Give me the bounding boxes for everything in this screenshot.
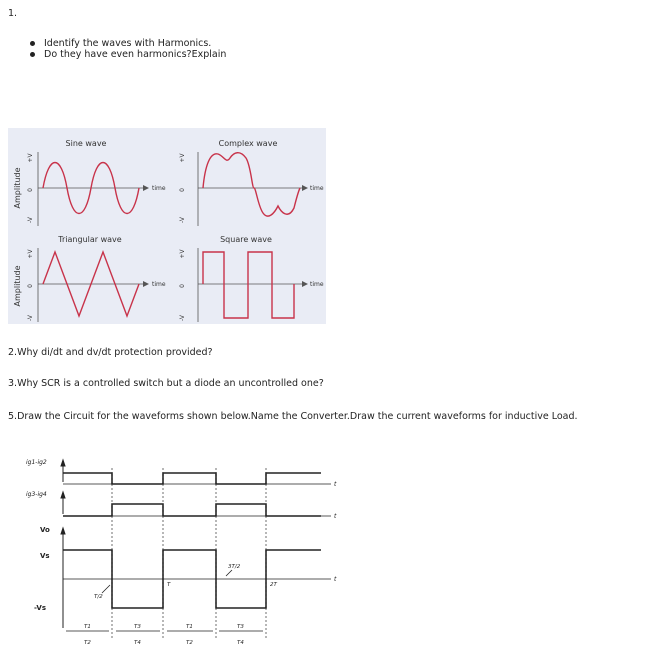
time-label: time [152, 185, 166, 192]
interval-label-top: T1 [186, 624, 193, 630]
interval-label-bottom: T2 [84, 640, 91, 646]
zero-label: 0 [27, 188, 34, 192]
question-1-number: 1. [8, 8, 18, 19]
t-half-arrow [102, 585, 110, 593]
minus-v-label: -V [27, 315, 34, 321]
question-2: 2.Why di/dt and dv/dt protection provided? [8, 347, 213, 358]
zero-label: 0 [179, 188, 186, 192]
question-1-bullets [26, 38, 226, 60]
plus-v-label: +V [179, 249, 186, 259]
plus-v-label: +V [27, 153, 34, 163]
question-5: 5.Draw the Circuit for the waveforms shown below.Name the Converter.Draw the current waveforms for inductive Load. [8, 411, 578, 422]
bullet-item: Identify the waves with Harmonics. [26, 38, 226, 49]
minus-vs-label: -Vs [34, 604, 46, 612]
vs-label: Vs [40, 552, 50, 560]
panel-title: Square wave [220, 235, 272, 244]
t-axis-label: t [334, 481, 337, 488]
interval-label-bottom: T2 [186, 640, 193, 646]
t-half-mark: T/2 [94, 594, 103, 600]
ig1-ig2-label: ig1-ig2 [26, 459, 47, 466]
dashed-guides [112, 468, 266, 638]
three-t-half-arrow [226, 570, 232, 576]
ig3-ig4-label: ig3-ig4 [26, 491, 47, 498]
time-label: time [310, 185, 324, 192]
plus-v-label: +V [27, 249, 34, 259]
time-label: time [310, 281, 324, 288]
interval-label-bottom: T4 [237, 640, 244, 646]
bullet-item: Do they have even harmonics?Explain [26, 49, 226, 60]
minus-v-label: -V [27, 217, 34, 223]
zero-label: 0 [27, 284, 34, 288]
t-mark: T [167, 582, 171, 588]
zero-label: 0 [179, 284, 186, 288]
interval-label-bottom: T4 [134, 640, 141, 646]
panel-title: Sine wave [65, 139, 107, 148]
t-axis-label: t [334, 576, 337, 583]
two-t-mark: 2T [270, 582, 277, 588]
interval-label-top: T3 [134, 624, 141, 630]
minus-v-label: -V [179, 315, 186, 321]
interval-label-top: T3 [237, 624, 244, 630]
vo-waveform [63, 550, 337, 608]
interval-label-top: T1 [84, 624, 91, 630]
converter-waveform-figure [26, 448, 356, 653]
amplitude-label-bottom: Amplitude [13, 265, 22, 307]
t-axis-label: t [334, 513, 337, 520]
figure-background [8, 128, 326, 324]
vertical-axes [61, 460, 65, 628]
time-label: time [152, 281, 166, 288]
ig1-ig2-waveform [63, 473, 337, 488]
question-3: 3.Why SCR is a controlled switch but a diode an uncontrolled one? [8, 378, 324, 389]
panel-title: Triangular wave [58, 235, 122, 244]
ig3-ig4-waveform [63, 504, 337, 520]
minus-v-label: -V [179, 217, 186, 223]
vo-label: Vo [40, 526, 50, 534]
amplitude-label-top: Amplitude [13, 167, 22, 209]
panel-title: Complex wave [218, 139, 278, 148]
waves-figure [8, 128, 326, 324]
plus-v-label: +V [179, 153, 186, 163]
three-t-half-mark: 3T/2 [228, 564, 241, 570]
